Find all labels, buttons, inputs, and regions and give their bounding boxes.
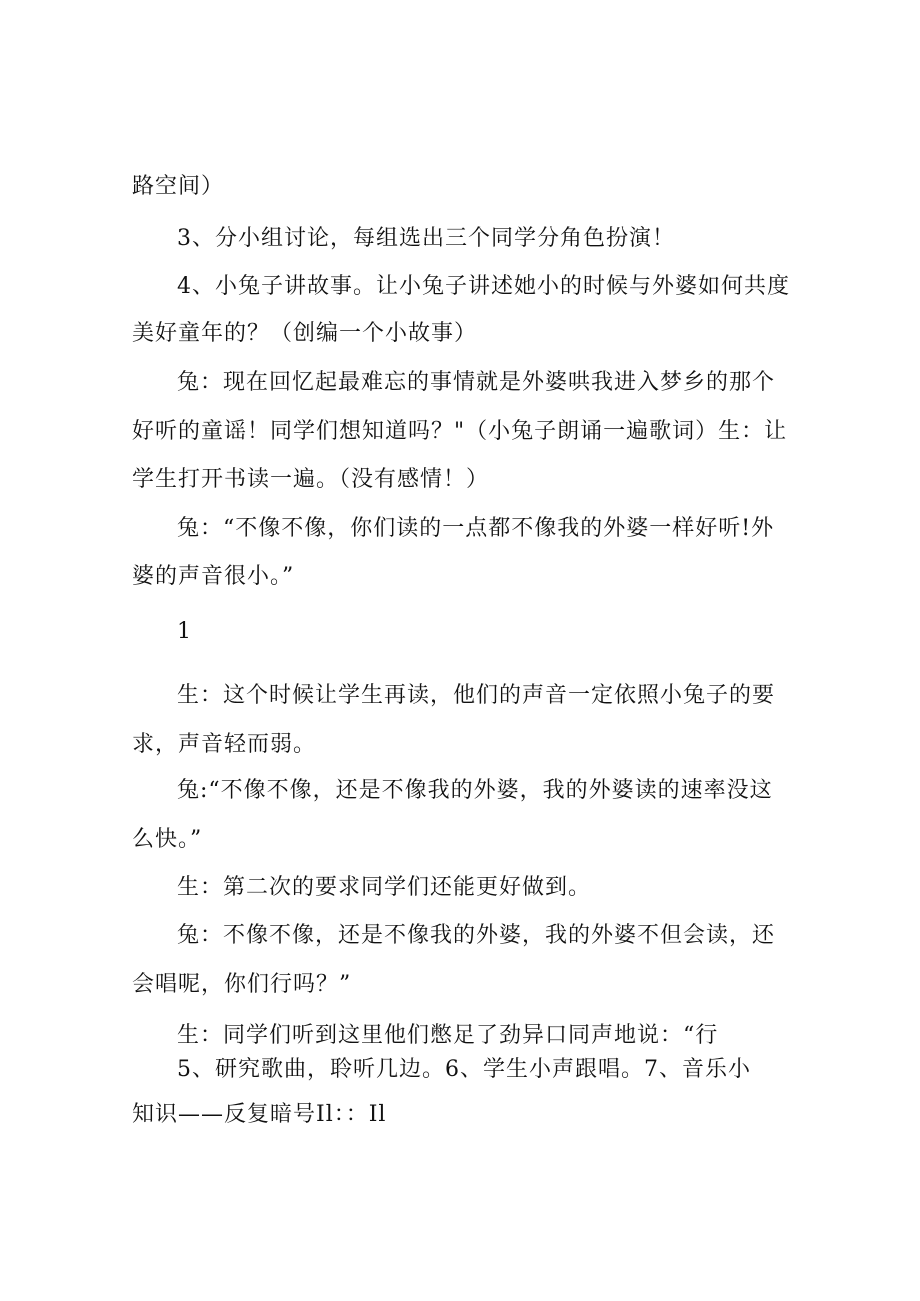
text-line-1: 路空间） — [132, 174, 225, 199]
text-line-6: 好听的童谣！同学们想知道吗？"（小兔子朗诵一遍歌词）生：让 — [132, 419, 788, 444]
text-line-4: 美好童年的？（创编一个小故事） — [132, 321, 478, 346]
text-line-2: 3、分小组讨论，每组选出三个同学分角色扮演！ — [177, 226, 675, 251]
text-line-5: 兔：现在回忆起最难忘的事情就是外婆哄我进入梦乡的那个 — [177, 370, 776, 395]
text-line-17: 生：同学们听到这里他们憋足了劲异口同声地说：“行 — [177, 1023, 719, 1048]
text-line-16: 会唱呢，你们行吗？” — [132, 972, 352, 997]
text-line-13: 么快。” — [132, 827, 203, 852]
text-line-10: 生：这个时候让学生再读，他们的声音一定依照小兔子的要 — [177, 683, 776, 708]
text-line-11: 求，声音轻而弱。 — [132, 732, 317, 757]
page-number: 1 — [177, 619, 191, 644]
text-line-12: 兔:“不像不像，还是不像我的外婆，我的外婆读的速率没这 — [177, 778, 773, 803]
text-line-14: 生：第二次的要求同学们还能更好做到。 — [177, 875, 592, 900]
text-line-9: 婆的声音很小。” — [132, 564, 295, 589]
text-line-8: 兔：“不像不像，你们读的一点都不像我的外婆一样好听!外 — [177, 516, 775, 541]
text-line-18: 5、研究歌曲，聆听几边。6、学生小声跟唱。7、音乐小 — [177, 1057, 751, 1082]
text-line-7: 学生打开书读一遍。（没有感情！） — [132, 467, 490, 492]
text-line-19: 知识——反复暗号Il：：Il — [132, 1102, 387, 1127]
text-line-15: 兔：不像不像，还是不像我的外婆，我的外婆不但会读，还 — [177, 923, 776, 948]
text-line-3: 4、小兔子讲故事。让小兔子讲述她小的时候与外婆如何共度 — [177, 274, 790, 299]
